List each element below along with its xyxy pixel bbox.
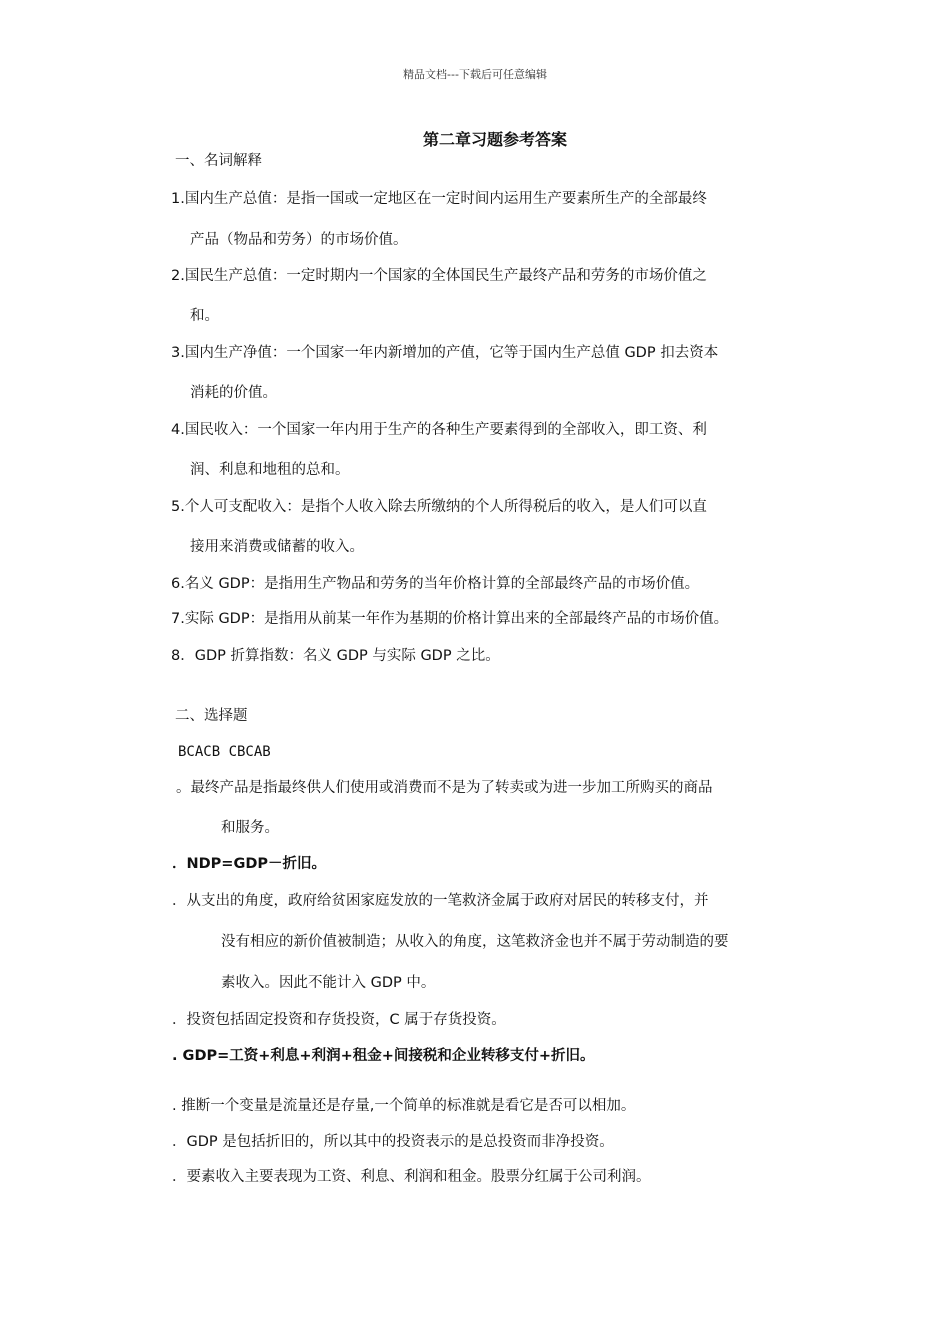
term-item-1-line2: 产品（物品和劳务）的市场价值。 [190, 232, 408, 248]
term-item-4-line2: 润、利息和地租的总和。 [190, 462, 350, 478]
page-title: 第二章习题参考答案 [422, 130, 567, 149]
answer-item-3-line3: 素收入。因此不能计入 GDP 中。 [221, 975, 436, 991]
section-heading-terms: 一、名词解释 [175, 153, 262, 169]
term-item-8: 8．GDP 折算指数：名义 GDP 与实际 GDP 之比。 [171, 648, 500, 664]
term-item-3-line2: 消耗的价值。 [190, 385, 277, 401]
answer-item-1-line1: 。最终产品是指最终供人们使用或消费而不是为了转卖或为进一步加工所购买的商品 [176, 780, 713, 796]
answer-item-2: ．NDP=GDP－折旧。 [172, 856, 327, 872]
answer-item-3-line1: ．从支出的角度，政府给贫困家庭发放的一笔救济金属于政府对居民的转移支付，并 [172, 893, 709, 909]
answer-item-5: . GDP=工资+利息+利润+租金+间接税和企业转移支付+折旧。 [172, 1048, 595, 1064]
answer-item-3-line2: 没有相应的新价值被制造；从收入的角度，这笔救济金也并不属于劳动制造的要 [221, 934, 729, 950]
answer-item-7: ．GDP 是包括折旧的，所以其中的投资表示的是总投资而非净投资。 [172, 1134, 614, 1150]
term-item-4-line1: 4.国民收入：一个国家一年内用于生产的各种生产要素得到的全部收入，即工资、利 [171, 422, 707, 438]
answer-item-4: ．投资包括固定投资和存货投资，C 属于存货投资。 [172, 1012, 506, 1028]
term-item-2-line2: 和。 [190, 308, 219, 324]
term-item-3-line1: 3.国内生产净值：一个国家一年内新增加的产值，它等于国内生产总值 GDP 扣去资本 [171, 345, 719, 361]
term-item-2-line1: 2.国民生产总值：一定时期内一个国家的全体国民生产最终产品和劳务的市场价值之 [171, 268, 707, 284]
term-item-7: 7.实际 GDP：是指用从前某一年作为基期的价格计算出来的全部最终产品的市场价值。 [171, 611, 729, 627]
answer-item-6: . 推断一个变量是流量还是存量,一个简单的标准就是看它是否可以相加。 [172, 1098, 636, 1114]
term-item-5-line2: 接用来消费或储蓄的收入。 [190, 539, 364, 555]
choice-answers: BCACB CBCAB [178, 744, 271, 760]
term-item-1-line1: 1.国内生产总值：是指一国或一定地区在一定时间内运用生产要素所生产的全部最终 [171, 191, 707, 207]
answer-item-1-line2: 和服务。 [221, 820, 279, 836]
term-item-5-line1: 5.个人可支配收入：是指个人收入除去所缴纳的个人所得税后的收入，是人们可以直 [171, 499, 707, 515]
page-header: 精品文档---下载后可任意编辑 [403, 68, 547, 81]
term-item-6: 6.名义 GDP：是指用生产物品和劳务的当年价格计算的全部最终产品的市场价值。 [171, 576, 700, 592]
answer-item-8: ．要素收入主要表现为工资、利息、利润和租金。股票分红属于公司利润。 [172, 1169, 651, 1185]
section-heading-choices: 二、选择题 [175, 708, 248, 724]
